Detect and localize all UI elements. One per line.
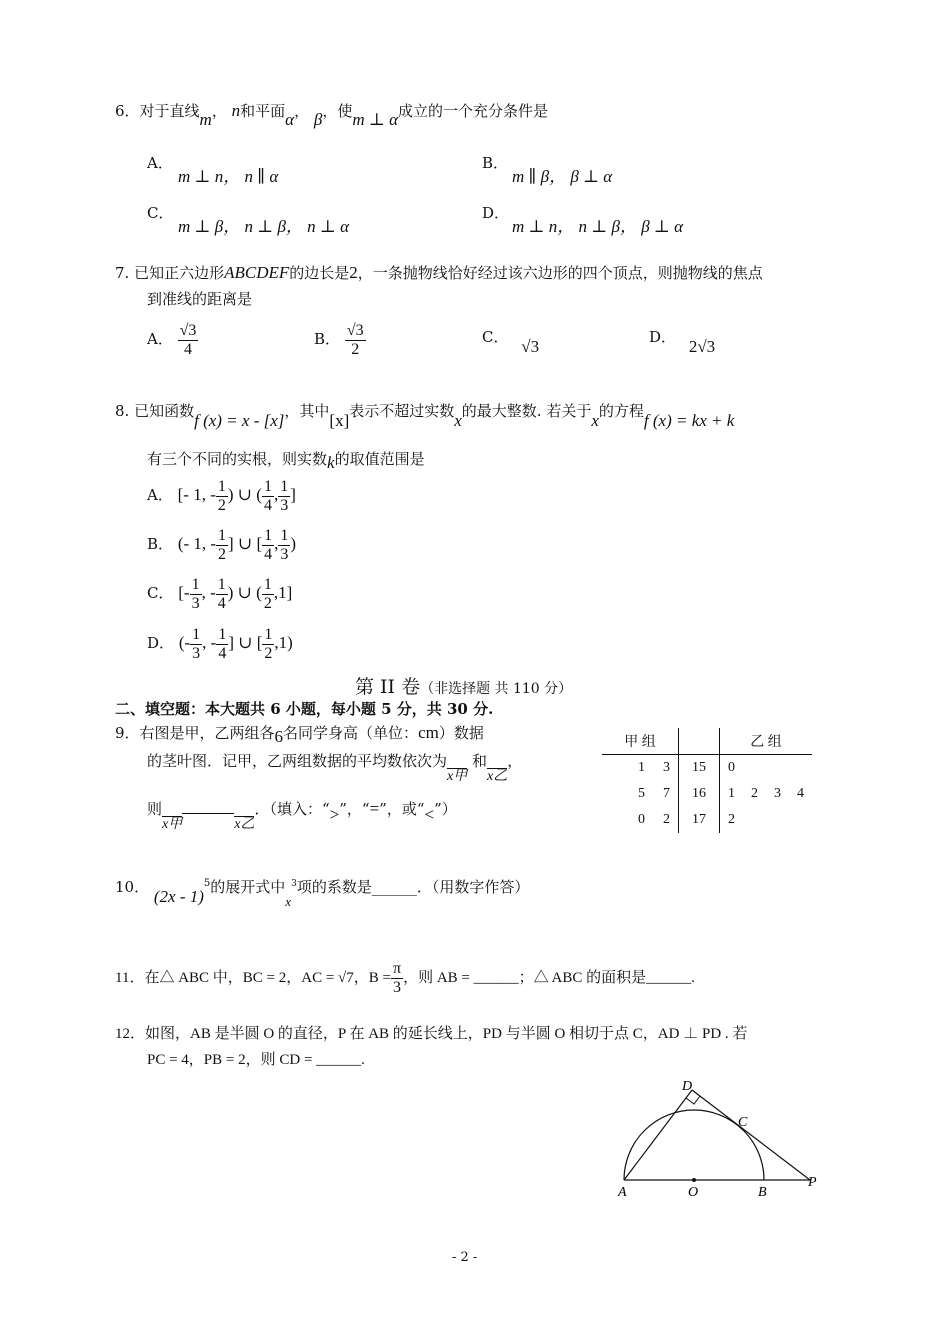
symbol-gt: > <box>329 805 340 824</box>
unit: cm <box>418 723 439 742</box>
label-c: C <box>738 1115 748 1130</box>
q6-option-a-expr: m ⊥ n， n ∥ α <box>178 167 279 186</box>
q10: 10． (2x - 1)$^5$的展开式中$x^3$项的系数是______．（用数字作答） <box>115 878 530 909</box>
interval-part: ] ∪ [ <box>228 534 263 554</box>
center-point <box>692 1178 696 1182</box>
q6-option-c: C． <box>147 204 174 222</box>
hexagon-name: ABCDEF <box>224 263 290 282</box>
var-x: x <box>454 411 462 430</box>
binomial: (2x - 1) <box>153 887 204 906</box>
option-label: C． <box>147 584 174 603</box>
mean-yi: x乙 <box>234 817 255 832</box>
q6-text: 和平面 <box>240 102 286 120</box>
fraction: $\frac{1}{3}$ <box>191 576 200 612</box>
fraction <box>178 322 199 358</box>
stem: 15 <box>679 755 720 782</box>
fraction: $\frac{1}{3}$ <box>280 527 289 563</box>
interval-part: (- <box>178 633 191 653</box>
q7-option-b <box>314 322 366 358</box>
line-ad <box>624 1090 692 1180</box>
section-title: 第 II 卷（非选择题 共 110 分） <box>355 676 573 698</box>
q7-stem-line1: 7. 已知正六边形ABCDEF的边长是2，一条抛物线恰好经过该六边形的四个顶点，则抛物线的焦点 <box>115 263 763 282</box>
option-label: D． <box>649 328 677 346</box>
leaf: 0 <box>728 760 735 775</box>
denominator: 2 <box>351 340 360 358</box>
q12-line1: 12．如图，AB 是半圆 O 的直径，P 在 AB 的延长线上，PD 与半圆 O 相切于点 C，AD ⊥ PD . 若 <box>115 1026 748 1042</box>
leaf: 2 <box>728 812 735 827</box>
page-number: - 2 - <box>452 1250 478 1265</box>
q8-stem-line2: 有三个不同的实根，则实数k的取值范围是 <box>147 450 425 472</box>
option-expr: √3 <box>521 337 540 356</box>
floor-notation: [x] <box>329 411 350 430</box>
interval-part: , - <box>202 633 217 653</box>
table-row: 5 7 16 1 2 3 4 <box>602 781 812 807</box>
fraction: $\frac{1}{4}$ <box>263 478 272 514</box>
interval-part: , <box>273 485 279 505</box>
mean-jia: x甲 <box>447 769 468 784</box>
answer-blank[interactable] <box>182 799 234 814</box>
q8-stem-line1: 8. 已知函数f (x) = x - [x]，其中[x]表示不超过实数x的最大整数. 若关于x的方程f (x) = kx + k <box>115 402 735 430</box>
equation: f (x) = kx + k <box>643 411 735 430</box>
mean-jia: x甲 <box>162 817 183 832</box>
table-row: 1 3 15 0 <box>602 755 812 782</box>
fraction: $\frac{1}{3}$ <box>192 626 201 662</box>
interval-part: , <box>274 534 279 554</box>
interval-part: [- 1, - <box>177 485 216 505</box>
q6-text: ，使 <box>322 102 353 120</box>
q8-option-d <box>147 626 293 662</box>
label-d: D <box>682 1079 693 1094</box>
fraction: $\frac{\pi}{3}$ <box>393 960 402 996</box>
interval-part: (- 1, - <box>177 534 217 554</box>
label-b: B <box>758 1185 767 1200</box>
q6-condition: m ⊥ α <box>352 110 399 129</box>
q9-stem-line2: 的茎叶图．记甲，乙两组数据的平均数依次为x甲 和x乙， <box>147 752 523 784</box>
count: 6 <box>274 727 284 746</box>
var-beta: β <box>313 110 323 129</box>
denominator: 4 <box>184 340 193 358</box>
numerator: √3 <box>179 322 197 339</box>
fraction: $\frac{1}{4}$ <box>218 626 227 662</box>
fraction <box>345 322 366 358</box>
q6-option-a: A． <box>147 154 173 172</box>
option-label: A． <box>147 330 173 349</box>
header-jia: 甲 组 <box>602 728 679 755</box>
q6-text: 成立的一个充分条件是 <box>398 102 549 120</box>
symbol-lt: < <box>424 805 435 824</box>
q6-sep: ， <box>211 102 227 120</box>
interval-part: ) <box>290 534 297 554</box>
q9-stem-line3: 则x甲 x乙．（填入：“>”，“=”，或“<”） <box>147 799 457 832</box>
fraction: $\frac{1}{2}$ <box>263 576 272 612</box>
q6-sep: ， <box>294 102 310 120</box>
fraction: $\frac{1}{4}$ <box>264 527 273 563</box>
q9-stem-line1: 9．右图是甲，乙两组各6名同学身高（单位：cm）数据 <box>115 723 484 746</box>
interval-part: , - <box>201 583 216 603</box>
var-x: x <box>591 411 599 430</box>
interval-part: ] ∪ [ <box>228 633 263 653</box>
interval-part: [- <box>178 583 190 603</box>
var-alpha: α <box>285 110 295 129</box>
semicircle-figure <box>600 1070 830 1205</box>
fraction: $\frac{1}{2}$ <box>264 626 273 662</box>
stem-leaf-plot <box>602 728 812 833</box>
fraction: $\frac{1}{4}$ <box>217 576 226 612</box>
q11: 11．在△ ABC 中，BC = 2，AC = √7，B = $\frac{\pi}{3}$ ，则 AB = ______；△ ABC 的面积是______. <box>115 960 695 996</box>
q6-option-c-expr: m ⊥ β， n ⊥ β， n ⊥ α <box>178 217 350 236</box>
stem: 16 <box>679 781 720 807</box>
q8-option-a <box>147 478 296 514</box>
option-label: B． <box>314 330 341 349</box>
q7-option-a <box>147 322 198 358</box>
q6-option-d-expr: m ⊥ n， n ⊥ β， β ⊥ α <box>512 217 684 236</box>
q8-option-b <box>147 527 296 563</box>
right-angle-mark <box>686 1096 700 1104</box>
q6-option-b-expr: m ∥ β， β ⊥ α <box>512 167 613 186</box>
q7-option-d <box>649 326 716 356</box>
var-n: n <box>231 101 241 120</box>
interval-part: ) ∪ ( <box>227 583 262 603</box>
option-label: B． <box>147 535 174 554</box>
table-row: 0 2 17 2 <box>602 807 812 833</box>
var-m: m <box>199 110 212 129</box>
option-label: C． <box>482 328 509 346</box>
q6-option-d: D． <box>482 204 510 222</box>
label-o: O <box>688 1185 699 1200</box>
q6-text: 6．对于直线 <box>115 102 200 120</box>
label-p: P <box>808 1175 817 1190</box>
numerator: √3 <box>346 322 364 339</box>
option-expr: 2√3 <box>688 337 716 356</box>
stem: 17 <box>679 807 720 833</box>
interval-part: ,1) <box>274 633 293 653</box>
side-length: 2 <box>349 263 358 282</box>
interval-part: ] <box>290 485 296 505</box>
option-label: A． <box>147 486 173 505</box>
fraction: $\frac{1}{2}$ <box>218 527 227 563</box>
q8-option-c <box>147 576 292 612</box>
fraction: $\frac{1}{2}$ <box>217 478 226 514</box>
interval-part: ) ∪ ( <box>227 485 262 505</box>
q7-option-c <box>482 326 540 356</box>
interval-part: ,1] <box>273 583 293 603</box>
var-x: x <box>285 894 292 909</box>
q12-line2: PC = 4，PB = 2，则 CD = ______. <box>147 1052 365 1068</box>
mean-yi: x乙 <box>487 769 508 784</box>
option-label: D． <box>147 634 175 653</box>
q6-stem <box>115 100 549 129</box>
part2-heading: 二、填空题：本大题共 6 小题，每小题 5 分，共 30 分. <box>115 700 494 718</box>
header-yi: 乙 组 <box>720 728 813 755</box>
function-def: f (x) = x - [x] <box>194 411 285 430</box>
label-a: A <box>618 1185 627 1200</box>
line-dp <box>692 1090 810 1180</box>
var-k: k <box>327 453 335 472</box>
q6-option-b: B． <box>482 154 509 172</box>
fraction: $\frac{1}{3}$ <box>280 478 289 514</box>
q7-stem-line2: 到准线的距离是 <box>147 290 253 308</box>
symbol-eq: = <box>369 799 380 818</box>
